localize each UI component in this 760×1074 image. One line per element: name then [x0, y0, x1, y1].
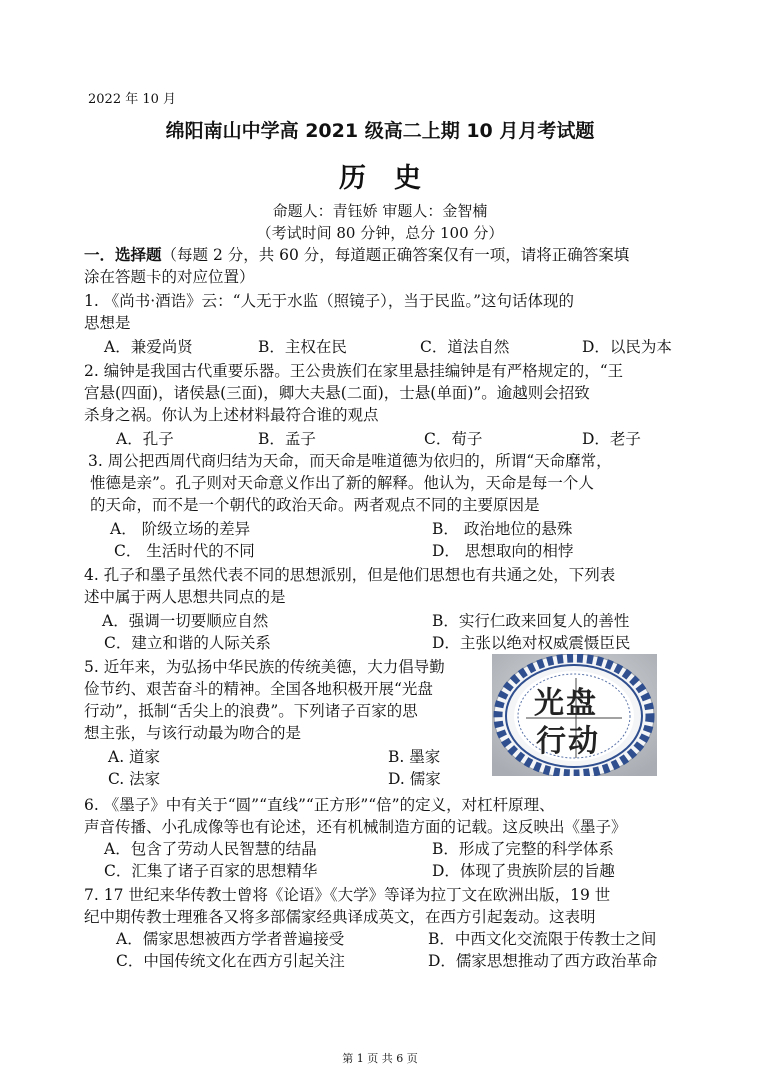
q2-option-a: A．孔子	[116, 430, 174, 448]
q3-option-c: C． 生活时代的不同	[114, 542, 255, 560]
q6-option-a: A．包含了劳动人民智慧的结晶	[104, 840, 317, 858]
q7-option-b: B．中西文化交流限于传教士之间	[428, 930, 657, 948]
exam-info: （考试时间 80 分钟，总分 100 分）	[256, 224, 504, 242]
q2-stem-cont-2: 杀身之祸。你认为上述材料最符合谁的观点	[84, 406, 379, 424]
q2-option-b: B．孟子	[258, 430, 316, 448]
plate-text-top: 光盘	[534, 686, 598, 721]
section-instructions-cont: 涂在答题卡的对应位置）	[84, 268, 255, 286]
q5-stem-cont-3: 想主张，与该行动最为吻合的是	[84, 724, 302, 742]
exam-authors: 命题人：青钰娇 审题人：金智楠	[272, 202, 488, 220]
q5-option-d: D. 儒家	[388, 770, 441, 788]
q1-stem-cont: 思想是	[84, 314, 131, 332]
page-number: 第 1 页 共 6 页	[342, 1052, 418, 1065]
q4-option-b: B．实行仁政来回复人的善性	[432, 612, 630, 630]
q4-option-c: C．建立和谐的人际关系	[104, 634, 271, 652]
q5-stem-cont-2: 行动”，抵制“舌尖上的浪费”。下列诸子百家的思	[84, 702, 418, 720]
section-instructions: （每题 2 分，共 60 分，每道题正确答案仅有一项，请将正确答案填	[161, 246, 630, 264]
q6-stem-cont: 声音传播、小孔成像等也有论述，还有机械制造方面的记载。这反映出《墨子》	[84, 818, 627, 836]
q4-stem-cont: 述中属于两人思想共同点的是	[84, 588, 286, 606]
plate-text-bottom: 行动	[536, 724, 600, 759]
q3-option-a: A． 阶级立场的差异	[110, 520, 251, 538]
q2-option-d: D．老子	[582, 430, 641, 448]
q5-option-b: B. 墨家	[388, 748, 441, 766]
clean-plate-campaign-image	[492, 654, 657, 776]
q7-option-a: A．儒家思想被西方学者普遍接受	[116, 930, 345, 948]
q1-option-a: A．兼爱尚贤	[104, 338, 193, 356]
q3-stem-cont-1: 惟德是亲”。孔子则对天命意义作出了新的解释。他认为，天命是每一个人	[90, 474, 594, 492]
subject-title: 历史	[339, 163, 449, 194]
q7-stem-cont: 纪中期传教士理雅各又将多部儒家经典译成英文，在西方引起轰动。这表明	[84, 908, 596, 926]
q4-stem: 4. 孔子和墨子虽然代表不同的思想派别，但是他们思想也有共通之处，下列表	[84, 566, 616, 584]
q3-option-d: D． 思想取向的相悖	[432, 542, 574, 560]
q3-option-b: B． 政治地位的悬殊	[432, 520, 573, 538]
q3-stem: 3. 周公把西周代商归结为天命，而天命是唯道德为依归的，所谓“天命靡常，	[88, 452, 612, 470]
section-heading-line	[84, 244, 629, 266]
q6-stem: 6. 《墨子》中有关于“圆”“直线”“正方形”“倍”的定义，对杠杆原理、	[84, 796, 555, 814]
q5-option-c: C. 法家	[108, 770, 161, 788]
q5-option-a: A. 道家	[108, 748, 161, 766]
section-heading: 一．选择题	[84, 245, 162, 264]
q5-stem-cont-1: 俭节约、艰苦奋斗的精神。全国各地积极开展“光盘	[84, 680, 433, 698]
q1-stem: 1. 《尚书·酒诰》云：“人无于水监（照镜子），当于民监。”这句话体现的	[84, 292, 574, 310]
q2-option-c: C．荀子	[424, 430, 483, 448]
q7-option-d: D．儒家思想推动了西方政治革命	[428, 952, 658, 970]
q2-stem-cont-1: 宫悬(四面)，诸侯悬(三面)，卿大夫悬(二面)，士悬(单面)”。逾越则会招致	[84, 384, 590, 402]
q7-stem: 7. 17 世纪来华传教士曾将《论语》《大学》等译为拉丁文在欧洲出版，19 世	[84, 886, 611, 904]
q6-option-c: C．汇集了诸子百家的思想精华	[104, 862, 318, 880]
q1-option-c: C．道法自然	[420, 338, 510, 356]
q1-option-b: B．主权在民	[258, 338, 347, 356]
exam-date: 2022 年 10 月	[88, 92, 177, 107]
q6-option-b: B．形成了完整的科学体系	[432, 840, 614, 858]
q5-stem: 5. 近年来，为弘扬中华民族的传统美德，大力倡导勤	[84, 658, 445, 676]
q4-option-d: D．主张以绝对权威震慑臣民	[432, 634, 631, 652]
q7-option-c: C．中国传统文化在西方引起关注	[116, 952, 345, 970]
exam-title: 绵阳南山中学高 2021 级高二上期 10 月月考试题	[165, 120, 595, 142]
q4-option-a: A．强调一切要顺应自然	[102, 612, 269, 630]
q6-option-d: D．体现了贵族阶层的旨趣	[432, 862, 615, 880]
q3-stem-cont-2: 的天命，而不是一个朝代的政治天命。两者观点不同的主要原因是	[90, 496, 540, 514]
q2-stem: 2. 编钟是我国古代重要乐器。王公贵族们在家里悬挂编钟是有严格规定的，“王	[84, 362, 624, 380]
q1-option-d: D．以民为本	[582, 338, 672, 356]
